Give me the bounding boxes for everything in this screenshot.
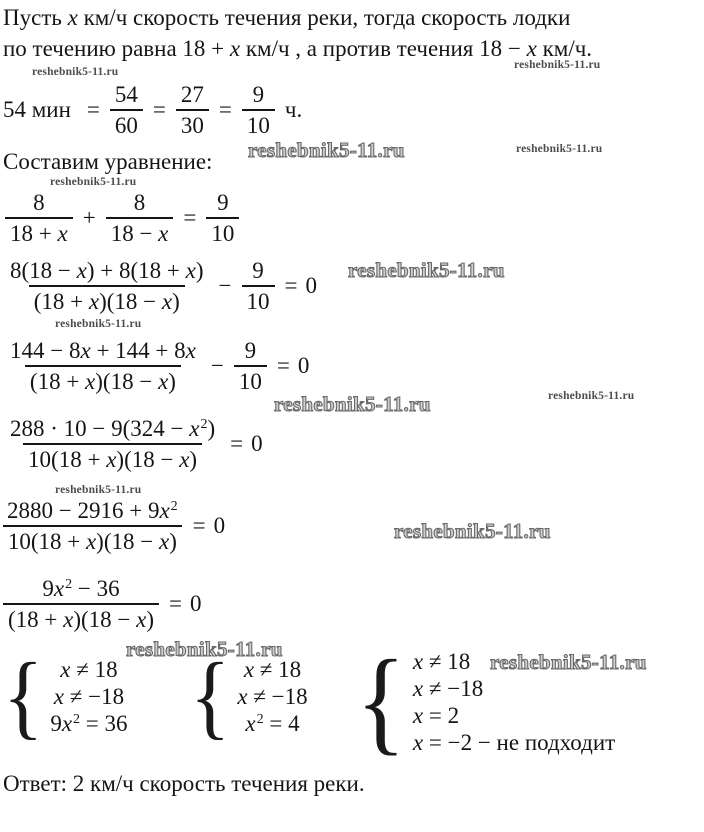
fraction-denominator: 10(18 + x)(18 − x) <box>3 525 182 554</box>
fraction <box>5 258 209 314</box>
watermark-small: reshebnik5-11.ru <box>32 66 119 78</box>
fraction-denominator: 30 <box>176 109 209 138</box>
superscript-2: 2 <box>256 712 264 727</box>
system-row: x ≠ −18 <box>53 684 125 709</box>
setup-label: Составим уравнение: <box>3 149 213 174</box>
equation-4 <box>3 416 263 472</box>
fraction: $\frac{9}{10}$ <box>242 258 275 314</box>
system-row: x ≠ 18 <box>412 649 471 674</box>
fraction-numerator: 8(18 − x) + 8(18 + x) <box>10 258 204 283</box>
text-segment: Пусть <box>3 5 68 30</box>
fraction-numerator: 9 <box>217 190 229 215</box>
watermark-small: reshebnik5-11.ru <box>548 390 635 402</box>
var-x: x <box>526 36 537 61</box>
answer-line: Ответ: 2 км/ч скорость течения реки. <box>3 771 365 796</box>
equation-2 <box>3 258 317 314</box>
superscript-2: 2 <box>170 499 178 514</box>
superscript-2: 2 <box>200 417 208 432</box>
minus-sign: − <box>218 273 232 298</box>
watermark-small: reshebnik5-11.ru <box>55 484 142 496</box>
equals-sign: = <box>284 273 298 298</box>
fraction-numerator: 9 <box>252 82 265 107</box>
var-x: x <box>57 221 68 246</box>
fraction <box>242 82 275 138</box>
fraction-denominator: 10(18 + x)(18 − x) <box>23 443 202 472</box>
equals-sign: = <box>218 97 232 122</box>
intro-line-2 <box>3 36 592 62</box>
equals-sign: = <box>230 431 244 456</box>
equals-sign: = <box>183 205 197 230</box>
fraction-denominator: 60 <box>110 109 143 138</box>
fraction <box>5 190 73 246</box>
system-2 <box>190 644 308 749</box>
text-segment: км/ч скорость течения реки, тогда скорость лодки <box>77 5 571 30</box>
fraction-numerator: $288 \cdot 10 - 9(324 - x^2)$ <box>10 416 216 441</box>
curly-brace: { <box>190 644 231 749</box>
equals-sign: = <box>192 513 206 538</box>
watermark-small: reshebnik5-11.ru <box>514 59 601 71</box>
watermark-large: reshebnik5-11.ru <box>394 519 551 543</box>
system-row: x ≠ 18 <box>60 657 118 682</box>
system-row: $9x^2 = 36$ <box>50 711 128 736</box>
fraction <box>110 82 143 138</box>
fraction-denominator: 18 − x <box>106 217 174 246</box>
fraction-numerator: 8 <box>33 190 45 215</box>
fraction-numerator: 54 <box>114 82 138 107</box>
zero: 0 <box>305 273 317 298</box>
fraction <box>5 338 201 394</box>
fraction-denominator: (18 + x)(18 − x) <box>3 603 159 632</box>
watermark-large: reshebnik5-11.ru <box>126 637 283 661</box>
fraction-numerator: $9x^2 - 36$ <box>42 576 120 601</box>
zero: 0 <box>213 513 226 538</box>
var-x: x <box>158 221 169 246</box>
var-x: x <box>229 36 241 61</box>
watermark-small: reshebnik5-11.ru <box>55 318 142 330</box>
superscript-2: 2 <box>73 712 81 727</box>
equals-sign: = <box>169 591 183 616</box>
zero: 0 <box>190 591 202 616</box>
fraction-numerator: 27 <box>180 82 204 107</box>
zero: 0 <box>251 431 263 456</box>
curly-brace: { <box>356 637 406 767</box>
fraction-numerator: 144 − 8x + 144 + 8x <box>10 338 196 363</box>
superscript-2: 2 <box>65 577 73 592</box>
watermark-small: reshebnik5-11.ru <box>516 143 603 155</box>
text-segment: по течению равна 18 + <box>3 36 230 61</box>
system-row: x = 2 <box>412 703 460 728</box>
watermark-large: reshebnik5-11.ru <box>348 258 505 282</box>
text-segment: км/ч. <box>536 36 593 61</box>
fraction-denominator: (18 + x)(18 − x) <box>25 365 181 394</box>
watermark-large: reshebnik5-11.ru <box>274 392 431 416</box>
fraction-numerator: $2880 - 2916 + 9x^2$ <box>7 498 178 523</box>
fraction <box>206 190 239 246</box>
watermark-large: reshebnik5-11.ru <box>248 138 405 162</box>
fraction-numerator: 8 <box>133 190 146 215</box>
curly-brace: { <box>3 644 44 749</box>
equation-6 <box>1 576 202 632</box>
fraction <box>176 82 209 138</box>
zero: 0 <box>297 353 310 378</box>
system-row: x ≠ 18 <box>243 657 302 682</box>
fraction <box>5 416 220 472</box>
minus-sign: − <box>210 353 224 378</box>
equation-1 <box>3 190 241 246</box>
equation-3 <box>3 338 309 394</box>
watermark-large: reshebnik5-11.ru <box>490 650 647 674</box>
equals-sign: = <box>276 353 290 378</box>
fraction: $\frac{9}{10}$ <box>234 338 267 394</box>
system-row: $x^2 = 4$ <box>245 711 300 736</box>
system-row: x ≠ −18 <box>412 676 484 701</box>
system-row: x ≠ −18 <box>237 684 308 709</box>
fraction-denominator: 10 <box>242 109 275 138</box>
equation-5 <box>0 498 225 554</box>
plus-sign: + <box>82 205 96 230</box>
system-row: x = −2 − не подходит <box>412 730 616 755</box>
text-segment: 54 мин <box>3 97 71 122</box>
text-segment: км/ч , а против течения 18 − <box>240 36 527 61</box>
fraction-denominator: 10 <box>206 217 239 246</box>
text-segment: ч. <box>284 97 303 122</box>
fraction <box>106 190 174 246</box>
fraction-denominator: (18 + x)(18 − x) <box>29 285 185 314</box>
time-conversion-equation <box>3 82 302 138</box>
fraction-denominator: 18 + x <box>5 217 73 246</box>
intro-line-1 <box>3 5 570 31</box>
var-x: x <box>67 5 78 30</box>
fraction <box>2 498 183 554</box>
equals-sign: = <box>86 97 100 122</box>
equals-sign: = <box>152 97 166 122</box>
fraction <box>3 576 159 632</box>
watermark-small: reshebnik5-11.ru <box>50 176 137 188</box>
system-1 <box>3 644 128 749</box>
